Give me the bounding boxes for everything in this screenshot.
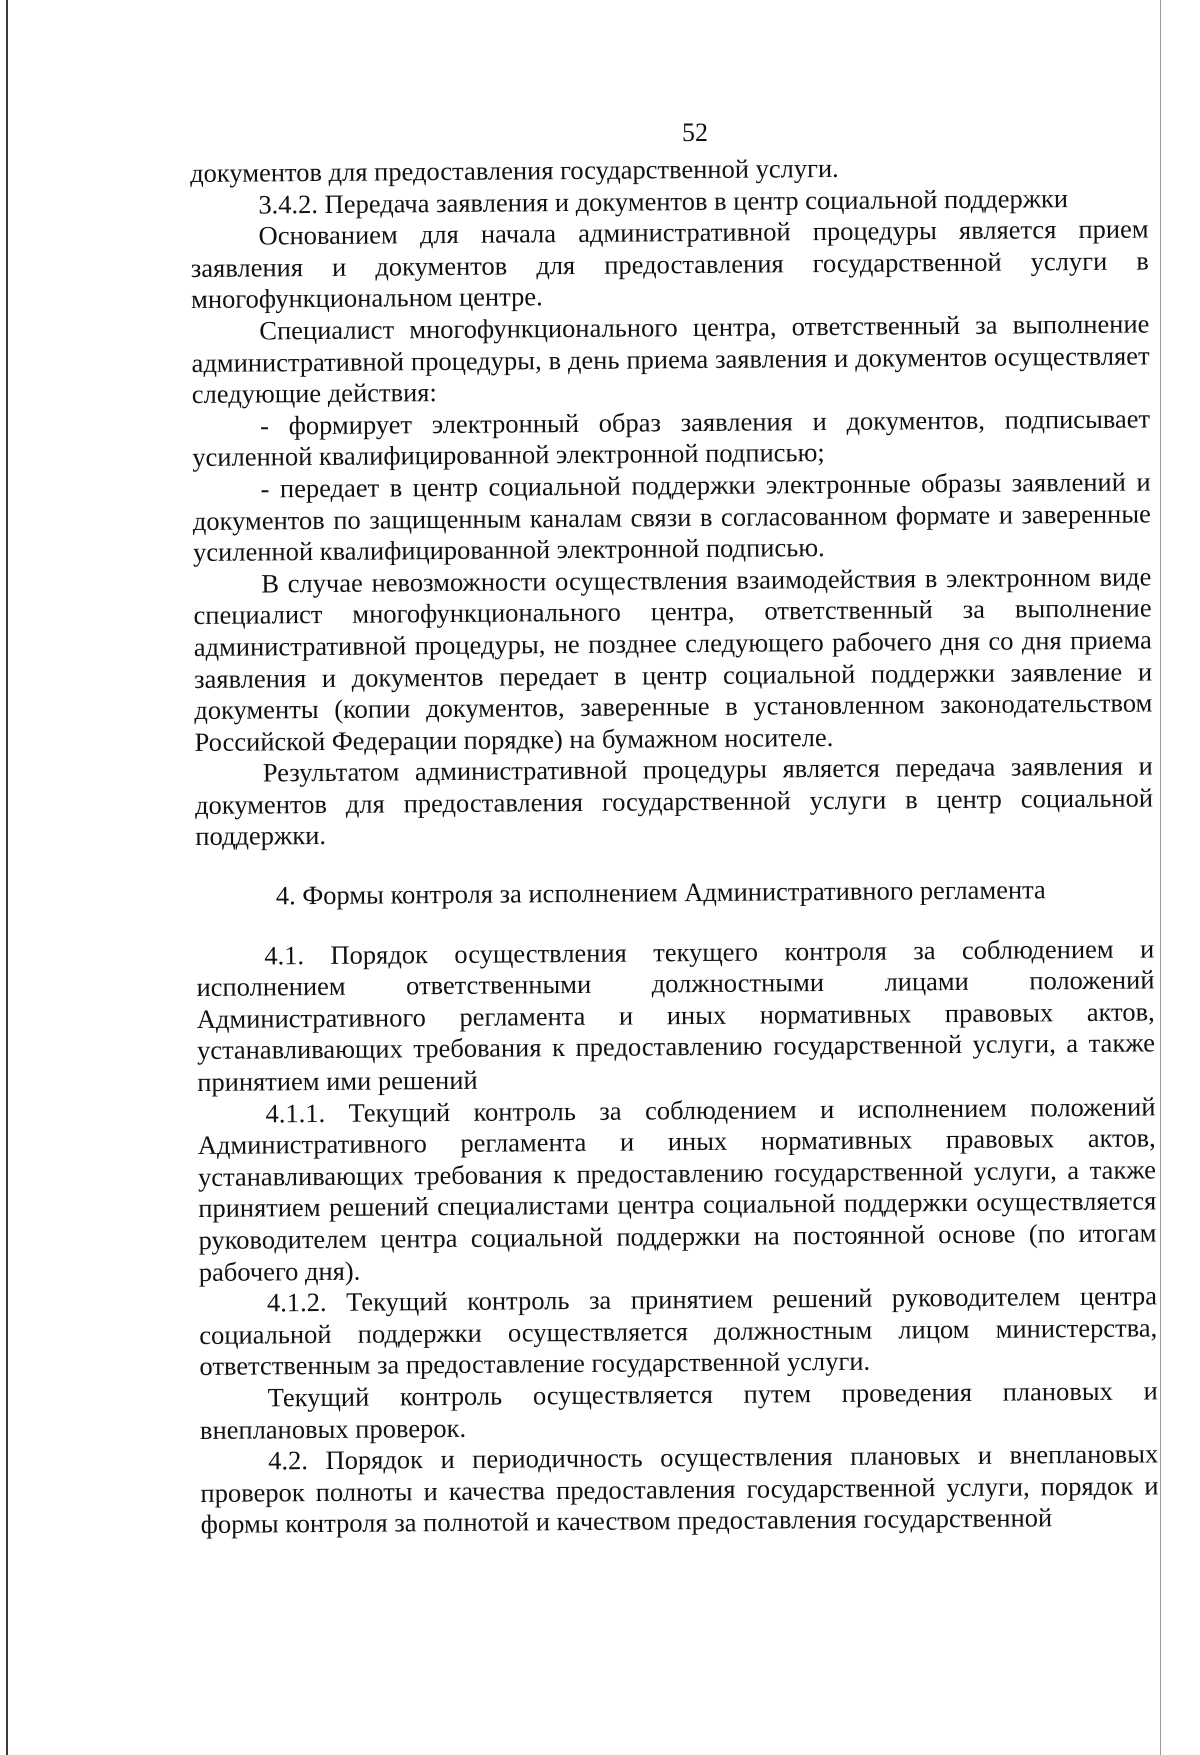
paragraph: Результатом административной процедуры является передача заявления и документов для предоставления государственной услуги в центр социальной поддержки. <box>194 750 1154 852</box>
page-number: 52 <box>682 118 708 147</box>
list-item: - формирует электронный образ заявления и документов, подписывает усиленной квалифицированной электронной подписью; <box>192 403 1151 473</box>
subsection-title: 3.4.2. Передача заявления и документов в центр социальной поддержки <box>258 182 1069 220</box>
list-item: - передает в центр социальной поддержки электронные образы заявлений и документов по защищенным каналам связи в согласованном формате и заверенные усиленной квалифицированной электронной подписью. <box>192 466 1151 568</box>
paragraph: Специалист многофункционального центра, ответственный за выполнение административной процедуры, в день приема заявления и документов осуществляет следующие действия: <box>191 308 1150 410</box>
paragraph: Текущий контроль осуществляется путем проведения плановых и внеплановых проверок. <box>199 1375 1158 1445</box>
paragraph: 4.1.2. Текущий контроль за принятием решений руководителем центра социальной поддержки осуществляется должностным лицом министерства, ответственным за предоставление государственной услуги. <box>199 1280 1158 1382</box>
scan-right-edge-line <box>1160 0 1161 1755</box>
scan-left-edge-line <box>6 0 8 1755</box>
document-body <box>190 150 1159 1540</box>
paragraph: Основанием для начала административной процедуры является прием заявления и документов для предоставления государственной услуги в многофункциональном центре. <box>190 213 1149 315</box>
section-heading: 4. Формы контроля за исполнением Административного регламента <box>275 874 1046 911</box>
paragraph: В случае невозможности осуществления взаимодействия в электронном виде специалист многофункционального центра, ответственный за выполнение административной процедуры, не позднее следующего рабочего дня со дня приема заявления и документов передает в центр социальной поддержки заявление и документы (копии документов, заверенные в установленном законодательством Российской Федерации порядке) на бумажном носителе. <box>193 561 1153 757</box>
paragraph: 4.1. Порядок осуществления текущего контроля за соблюдением и исполнением ответственными должностными лицами положений Административного регламента и иных нормативных правовых актов, устанавливающих требования к предоставлению государственной услуги, а также принятием ими решений <box>196 933 1156 1098</box>
paragraph: документов для предоставления государственной услуги. <box>190 152 839 188</box>
paragraph: 4.1.1. Текущий контроль за соблюдением и исполнением положений Административного регламента и иных нормативных правовых актов, устанавливающих требования к предоставлению государственной услуги, а также принятием решений специалистами центра социальной поддержки осуществляется руководителем центра социальной поддержки на постоянной основе (по итогам рабочего дня). <box>197 1091 1157 1287</box>
paragraph: 4.2. Порядок и периодичность осуществления плановых и внеплановых проверок полноты и качества предоставления государственной услуги, порядок и формы контроля за полнотой и качеством предоставления государственной <box>200 1438 1159 1540</box>
